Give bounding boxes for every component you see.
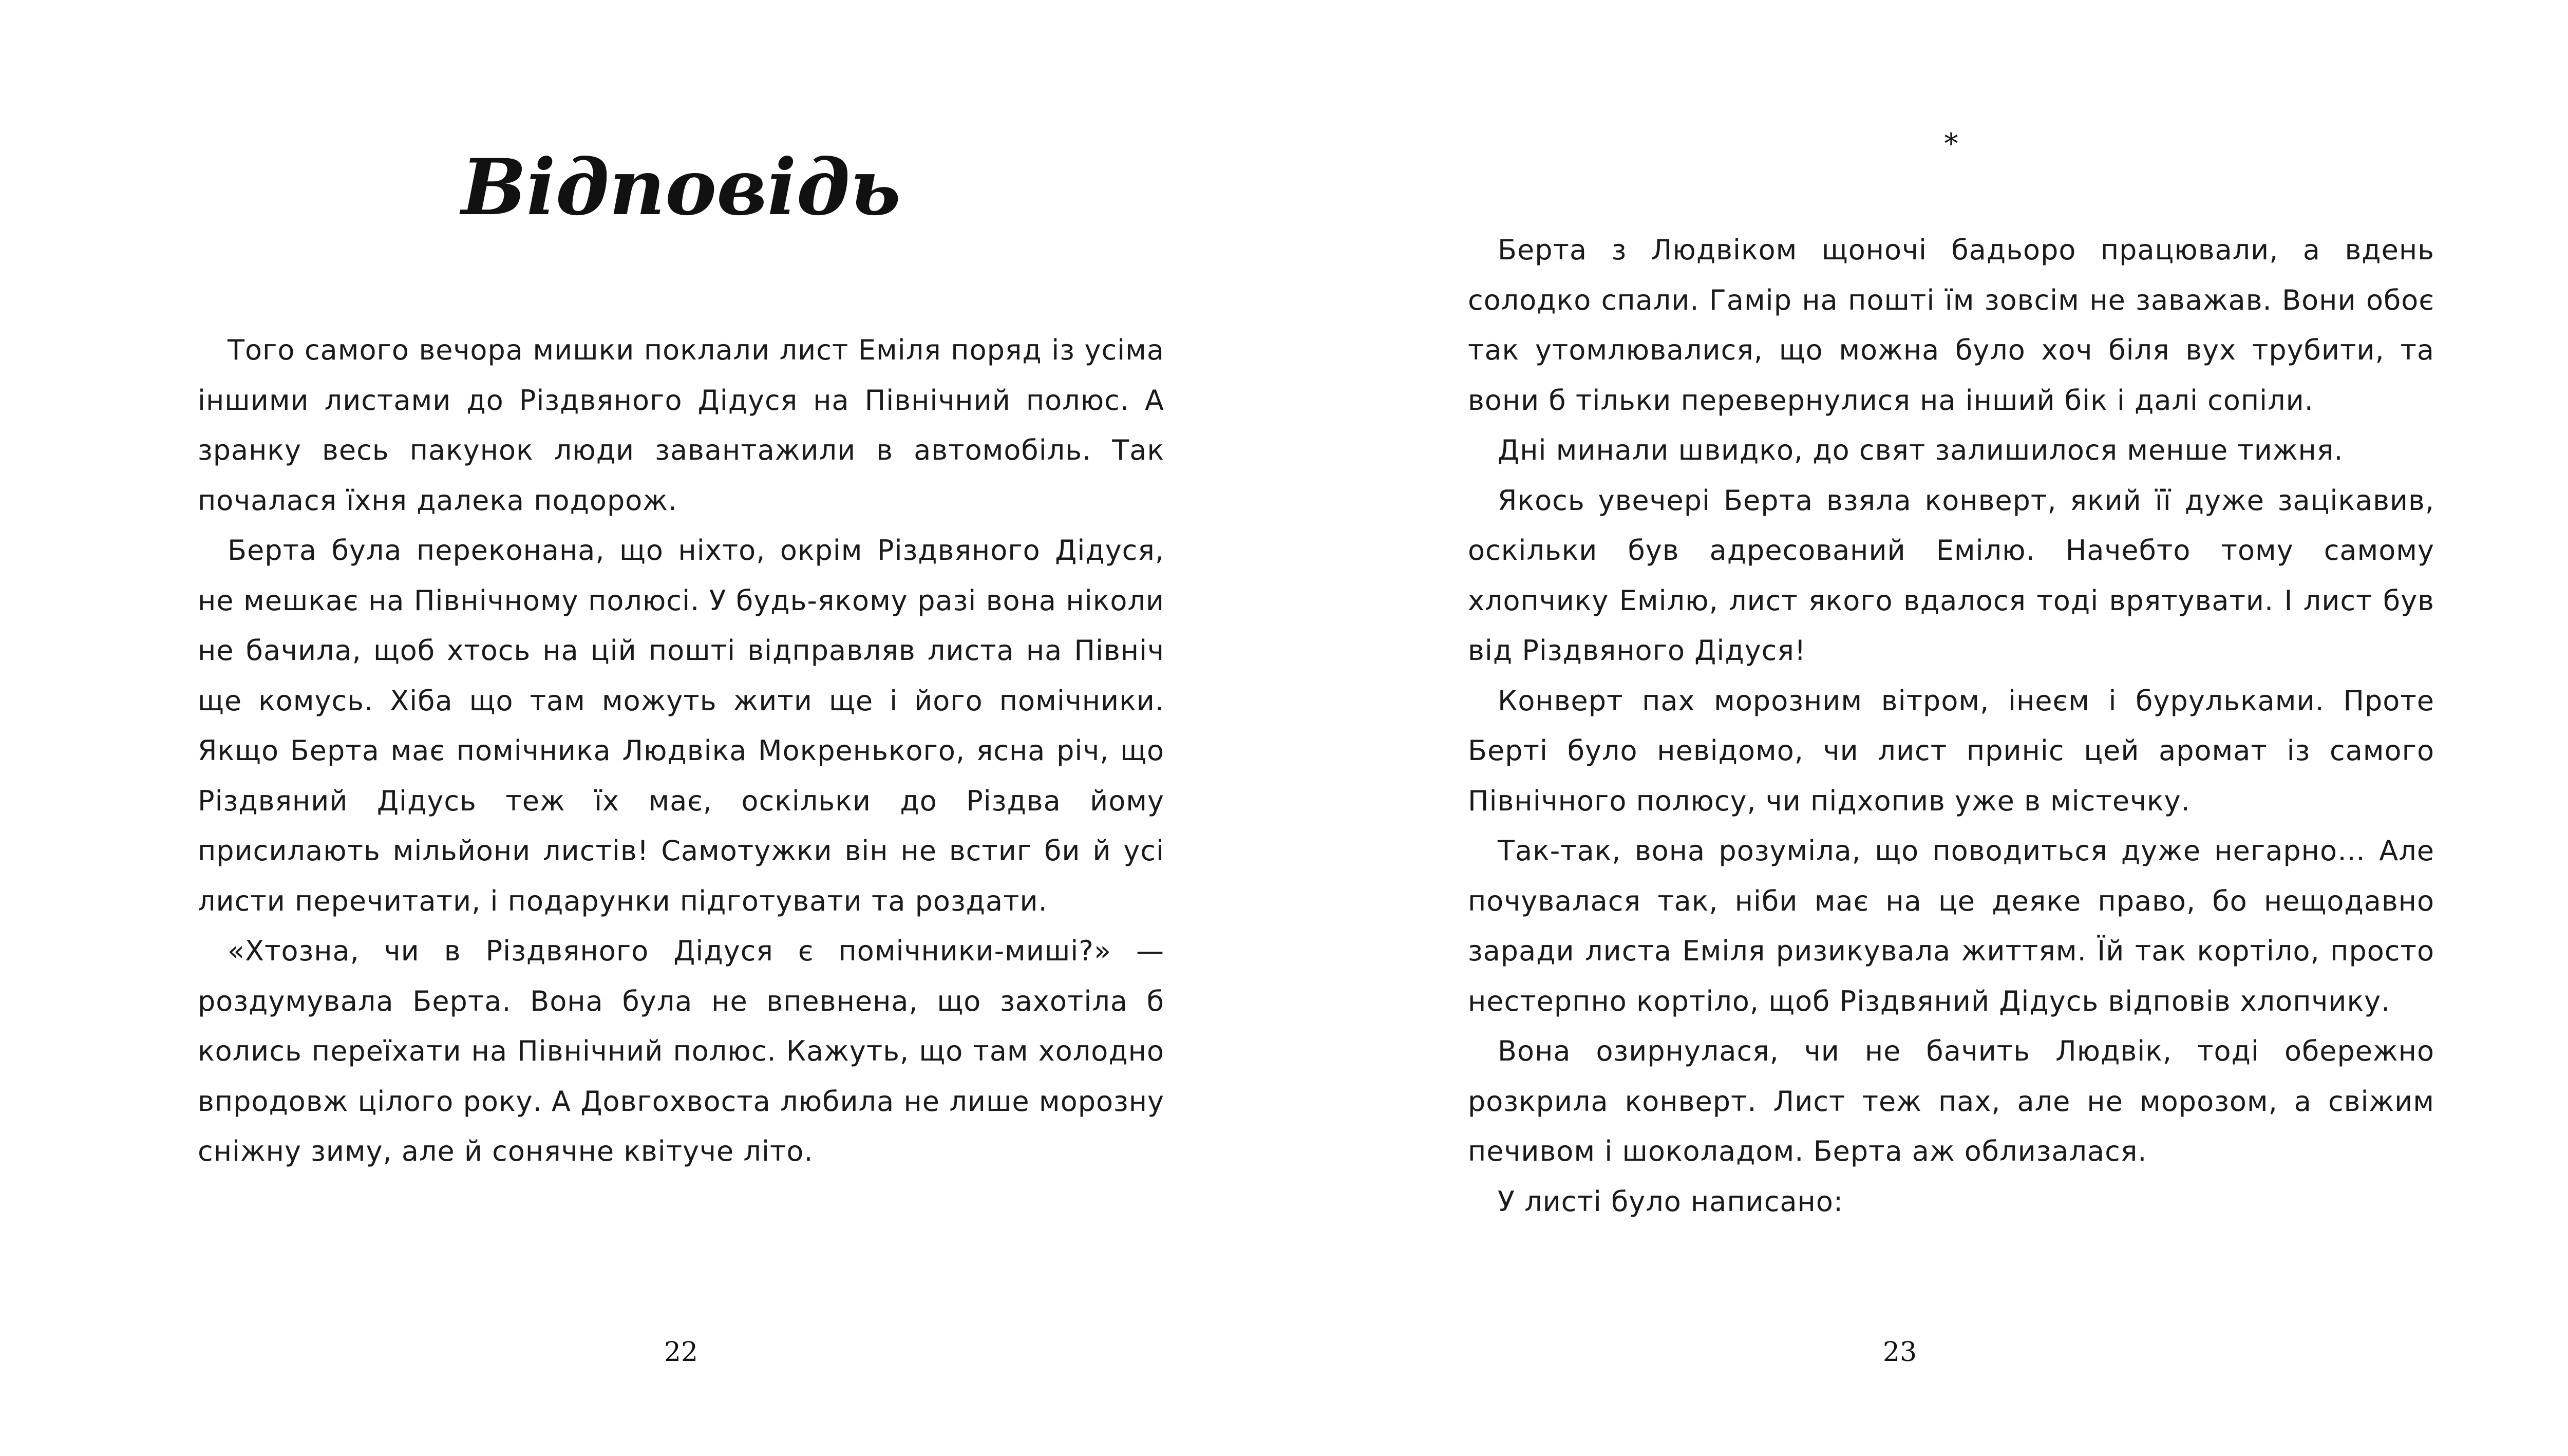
- paragraph: Вона озирнулася, чи не бачить Людвік, тоді обережно розкрила конверт. Лист теж пах, але не морозом, а свіжим печивом і шоколадом. Берта аж облизалася.: [1468, 1035, 2434, 1167]
- page-number: 22: [664, 1337, 698, 1368]
- paragraph: Того самого вечора мишки поклали лист Еміля поряд із усіма іншими листами до Різдвяного Дідуся на Північний полюс. А зранку весь пакунок люди завантажили в автомобіль. Так почалася їхня далека подорож.: [198, 334, 1164, 517]
- paragraph: Берта з Людвіком щоночі бадьоро працювали, а вдень солодко спали. Гамір на пошті їм зовсім не заважав. Вони обоє так утомлювалися, що можна було хоч біля вух трубити, та вони б тільки перевернулися на інший бік і далі сопіли.: [1468, 234, 2434, 417]
- paragraph: Берта була переконана, що ніхто, окрім Різдвяного Дідуся, не мешкає на Північному полюсі. У будь-якому разі вона ніколи не бачила, щоб хтось на цій пошті відправляв листа на Північ ще комусь. Хіба що там можуть жити ще і його помічники. Якщо Берта має помічника Людвіка Мокренького, ясна річ, що Різдвяний Дідусь теж їх має, оскільки до Різдва йому присилають мільйони листів! Самотужки він не встиг би й усі листи перечитати, і подарунки підготувати та роздати.: [198, 534, 1164, 917]
- paragraph: Так-так, вона розуміла, що поводиться дуже негарно… Але почувалася так, ніби має на це деяке право, бо нещодавно заради листа Еміля ризикувала життям. Їй так кортіло, просто нестерпно кортіло, щоб Різдвяний Дідусь відповів хлопчику.: [1468, 835, 2434, 1017]
- paragraph: Конверт пах морозним вітром, інеєм і бурульками. Проте Берті було невідомо, чи лист приніс цей аромат із самого Північного полюсу, чи підхопив уже в містечку.: [1468, 684, 2434, 817]
- right-page-text: [1468, 225, 2434, 1226]
- right-page: [1305, 0, 2568, 1456]
- section-break-mark: *: [1944, 127, 1958, 160]
- left-page-text: [198, 325, 1164, 1177]
- paragraph: «Хтозна, чи в Різдвяного Дідуся є помічники-миші?» — роздумувала Берта. Вона була не впевнена, що захотіла б колись переїхати на Північний полюс. Кажуть, що там холодно впродовж цілого року. А Довгохвоста любила не лише морозну сніжну зиму, але й сонячне квітуче літо.: [198, 935, 1164, 1167]
- chapter-title: Відповідь: [461, 142, 901, 233]
- paragraph: Якось увечері Берта взяла конверт, який її дуже зацікавив, оскільки був адресований Емілю. Начебто тому самому хлопчику Емілю, лист якого вдалося тоді врятувати. І лист був від Різдвяного Дідуся!: [1468, 484, 2434, 667]
- paragraph: У листі було написано:: [1498, 1185, 1844, 1218]
- page-number: 23: [1882, 1337, 1917, 1368]
- paragraph: Дні минали швидко, до свят залишилося менше тижня.: [1498, 434, 2344, 466]
